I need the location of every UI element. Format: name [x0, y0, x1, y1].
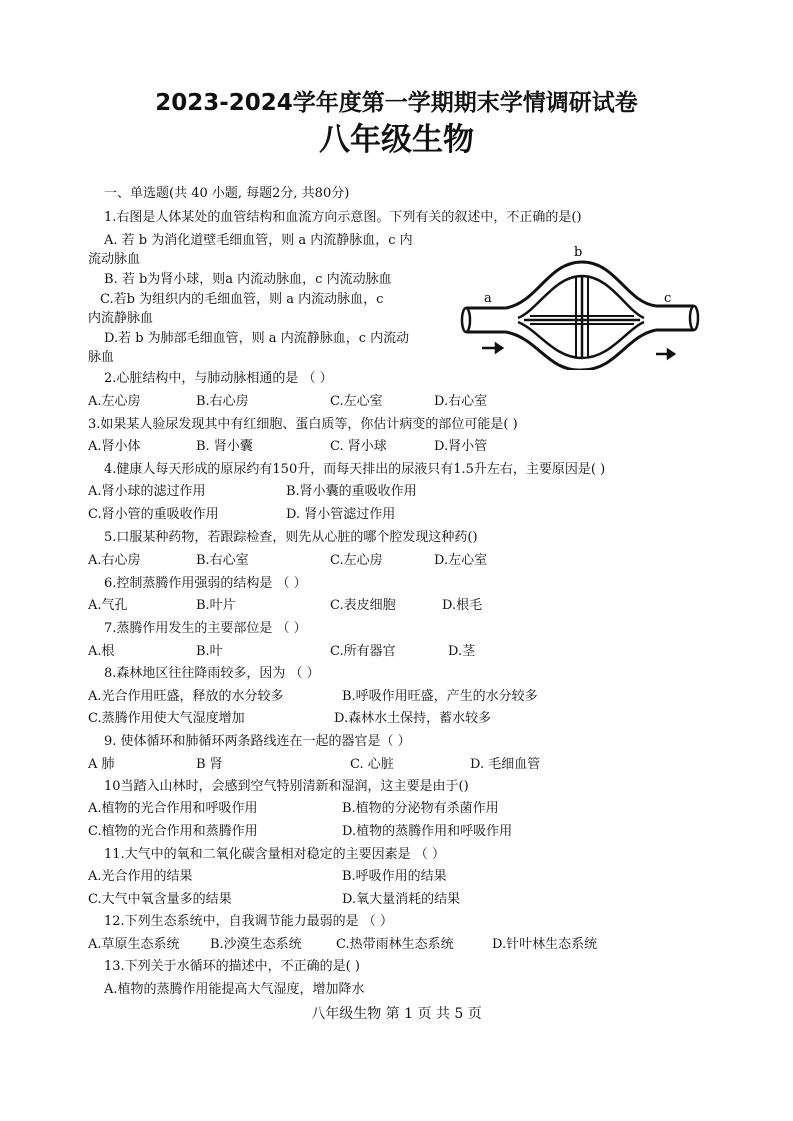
q11-stem: 11.大气中的氧和二氧化碳含量相对稳定的主要因素是 （ ）	[104, 847, 445, 862]
q12-option-d: D.针叶林生态系统	[492, 937, 598, 952]
q1-option-d: D.若 b 为肺部毛细血管，则 a 内流静脉血，c 内流动	[104, 331, 410, 346]
q3-stem: 3.如果某人验尿发现其中有红细胞、蛋白质等，你估计病变的部位可能是( )	[88, 417, 518, 432]
q4-option-a: A.肾小球的滤过作用	[88, 484, 206, 499]
q3-option-a: A.肾小体	[88, 439, 141, 454]
q1-option-c-cont: 内流静脉血	[88, 311, 154, 326]
q1-option-d-cont: 脉血	[88, 350, 115, 365]
q7-option-b: B.叶	[196, 644, 223, 659]
q2-stem: 2.心脏结构中，与肺动脉相通的是 （ ）	[104, 371, 333, 386]
q7-stem: 7.蒸腾作用发生的主要部位是 （ ）	[104, 621, 307, 636]
q10-option-a: A.植物的光合作用和呼吸作用	[88, 801, 258, 816]
q4-stem: 4.健康人每天形成的原尿约有150升，而每天排出的尿液只有1.5升左右，主要原因是( )	[104, 462, 606, 477]
q11-option-b: B.呼吸作用的结果	[342, 869, 447, 884]
q5-option-b: B.右心室	[196, 553, 249, 568]
q2-option-a: A.左心房	[88, 394, 141, 409]
q8-option-c: C.蒸腾作用使大气湿度增加	[88, 711, 245, 726]
flow-arrows	[482, 344, 674, 358]
q6-option-a: A.气孔	[88, 598, 128, 613]
q12-option-a: A.草原生态系统	[88, 937, 180, 952]
q7-option-d: D.茎	[448, 644, 476, 659]
q4-option-d: D. 肾小管滤过作用	[286, 507, 396, 522]
q9-stem: 9. 使体循环和肺循环两条路线连在一起的器官是（ ）	[104, 734, 411, 749]
q3-option-d: D.肾小管	[434, 439, 488, 454]
q12-option-c: C.热带雨林生态系统	[336, 937, 454, 952]
q13-stem: 13.下列关于水循环的描述中，不正确的是( )	[104, 959, 360, 974]
label-a: a	[484, 291, 492, 306]
q2-option-b: B.右心房	[196, 394, 249, 409]
label-b: b	[574, 245, 583, 260]
q7-option-a: A.根	[88, 644, 115, 659]
q3-option-b: B. 肾小囊	[196, 439, 253, 454]
q5-stem: 5.口服某种药物，若跟踪检查，则先从心脏的哪个腔发现这种药()	[104, 530, 478, 545]
blood-vessel-diagram	[458, 240, 704, 370]
q1-stem: 1.右图是人体某处的血管结构和血流方向示意图。下列有关的叙述中，不正确的是()	[104, 210, 582, 225]
exam-title: 2023-2024学年度第一学期期末学情调研试卷	[155, 90, 638, 116]
q12-stem: 12.下列生态系统中，自我调节能力最弱的是 （ ）	[104, 914, 393, 929]
q3-option-c: C. 肾小球	[330, 439, 387, 454]
q13-option-a: A.植物的蒸腾作用能提高大气湿度，增加降水	[104, 982, 365, 997]
q1-option-b: B. 若 b为肾小球，则a 内流动脉血，c 内流动脉血	[104, 272, 392, 287]
q6-stem: 6.控制蒸腾作用强弱的结构是 （ ）	[104, 576, 307, 591]
q11-option-c: C.大气中氧含量多的结果	[88, 892, 232, 907]
q5-option-a: A.右心房	[88, 553, 141, 568]
q4-option-c: C.肾小管的重吸收作用	[88, 507, 219, 522]
q1-option-a: A. 若 b 为消化道壁毛细血管，则 a 内流静脉血，c 内	[104, 233, 413, 248]
q9-option-c: C. 心脏	[350, 757, 394, 772]
q11-option-a: A.光合作用的结果	[88, 869, 193, 884]
q2-option-c: C.左心室	[330, 394, 383, 409]
q10-option-c: C.植物的光合作用和蒸腾作用	[88, 824, 258, 839]
q2-option-d: D.右心室	[434, 394, 488, 409]
q8-option-b: B.呼吸作用旺盛，产生的水分较多	[342, 689, 538, 704]
q6-option-d: D.根毛	[442, 598, 483, 613]
q6-option-c: C.表皮细胞	[330, 598, 396, 613]
q5-option-c: C.左心房	[330, 553, 383, 568]
q5-option-d: D.左心室	[434, 553, 488, 568]
q9-option-b: B 肾	[196, 757, 223, 772]
q8-option-d: D.森林水土保持，蓄水较多	[334, 711, 492, 726]
q8-stem: 8.森林地区往往降雨较多，因为 （ ）	[104, 666, 320, 681]
page-footer: 八年级生物 第 1 页 共 5 页	[311, 1006, 482, 1022]
q10-option-b: B.植物的分泌物有杀菌作用	[342, 801, 499, 816]
q6-option-b: B.叶片	[196, 598, 236, 613]
q9-option-a: A 肺	[88, 757, 115, 772]
q7-option-c: C.所有器官	[330, 644, 396, 659]
q4-option-b: B.肾小囊的重吸收作用	[286, 484, 417, 499]
exam-subject: 八年级生物	[319, 122, 474, 158]
section-heading: 一、单选题(共 40 小题, 每题2分, 共80分)	[104, 186, 350, 201]
q10-option-d: D.植物的蒸腾作用和呼吸作用	[342, 824, 513, 839]
q12-option-b: B.沙漠生态系统	[210, 937, 302, 952]
q1-option-a-cont: 流动脉血	[88, 252, 141, 267]
q11-option-d: D.氧大量消耗的结果	[342, 892, 461, 907]
label-c: c	[664, 291, 672, 306]
q10-stem: 10当踏入山林时，会感到空气特别清新和湿润，这主要是由于()	[104, 779, 469, 794]
q1-option-c: C.若b 为组织内的毛细血管，则 a 内流动脉血，c	[100, 292, 384, 307]
q8-option-a: A.光合作用旺盛，释放的水分较多	[88, 689, 284, 704]
q9-option-d: D. 毛细血管	[470, 757, 541, 772]
